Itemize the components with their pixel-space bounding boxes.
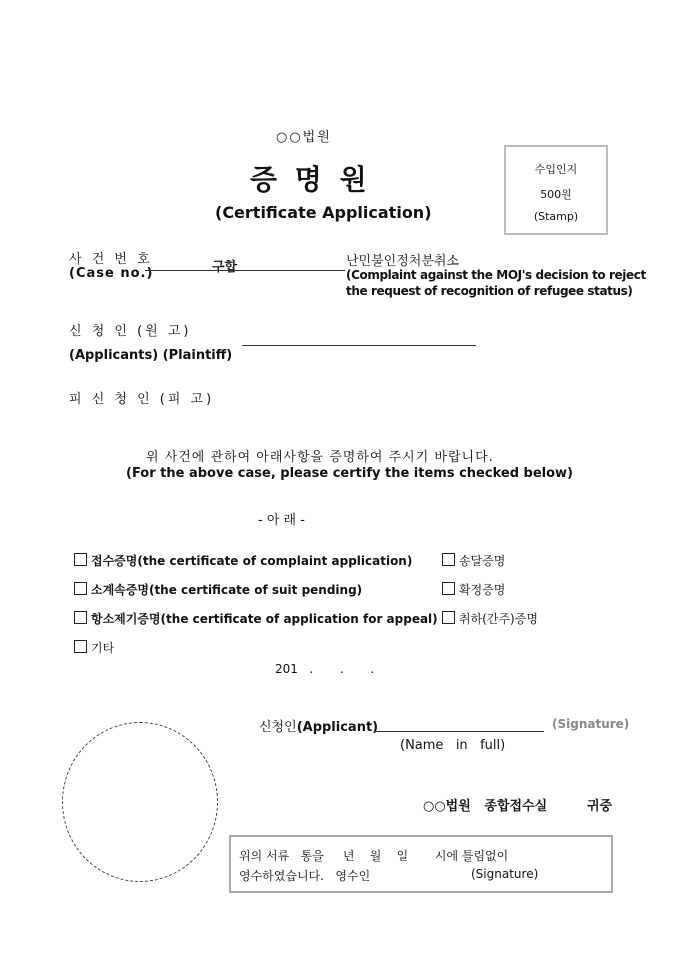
checkbox-receipt[interactable]: 접수증명(the certificate of complaint application) — [74, 552, 412, 569]
date-field: 201 . . . — [275, 662, 375, 676]
receipt-box — [229, 835, 613, 893]
stamp-line1: 수입인지 — [534, 163, 578, 176]
case-number-label: 사 건 번 호 — [69, 252, 153, 267]
checkbox-icon[interactable] — [74, 640, 87, 653]
applicant-label-en: (Applicants) (Plaintiff) — [69, 348, 233, 363]
checkbox-other[interactable]: 기타 — [74, 639, 114, 656]
page-title-en: (Certificate Application) — [215, 203, 432, 222]
checkbox-withdrawal[interactable]: 취하(간주)증명 — [442, 610, 538, 627]
checkbox-final[interactable]: 확정증명 — [442, 581, 505, 598]
respondent-label: 피 신 청 인 (피 고) — [69, 392, 215, 407]
case-name-en-1: (Complaint against the MOJ's decision to reject — [346, 268, 646, 282]
receipt-signature: (Signature) — [471, 867, 539, 881]
checkbox-icon[interactable] — [74, 611, 87, 624]
seal-circle — [62, 722, 218, 882]
checkbox-icon[interactable] — [74, 553, 87, 566]
signature-hint: (Signature) — [552, 717, 630, 731]
receipt-line1: 위의 서류 통을 년 월 일 시에 틀림없이 — [239, 849, 509, 863]
stamp-line3: (Stamp) — [533, 210, 579, 223]
applicant-line — [242, 345, 476, 346]
checkbox-appeal[interactable]: 항소제기증명(the certificate of application for appeal) — [74, 610, 438, 627]
request-text: 위 사건에 관하여 아래사항을 증명하여 주시기 바랍니다. — [146, 450, 494, 465]
below-heading: - 아 래 - — [258, 513, 305, 528]
revenue-stamp-box — [504, 145, 608, 235]
checkbox-suit-pending[interactable]: 소계속증명(the certificate of suit pending) — [74, 581, 362, 598]
case-name-en-2: the request of recognition of refugee status) — [346, 284, 633, 298]
checkbox-icon[interactable] — [442, 582, 455, 595]
page-title: 증 명 원 — [250, 163, 371, 196]
name-in-full: (Name in full) — [400, 738, 506, 753]
checkbox-service[interactable]: 송달증명 — [442, 552, 505, 569]
addressee-suffix: 귀중 — [587, 799, 613, 814]
case-name: 난민불인정처분취소 — [346, 254, 460, 269]
case-number-line — [145, 270, 345, 271]
case-number-label-en: (Case no.) — [69, 266, 154, 281]
checkbox-icon[interactable] — [442, 611, 455, 624]
checkbox-icon[interactable] — [442, 553, 455, 566]
checkbox-icon[interactable] — [74, 582, 87, 595]
signature-line — [376, 731, 544, 732]
signature-label: 신청인(Applicant) — [259, 720, 379, 735]
applicant-label: 신 청 인 (원 고) — [69, 324, 192, 339]
receipt-line2: 영수하였습니다. 영수인 — [239, 869, 371, 883]
request-text-en: (For the above case, please certify the items checked below) — [126, 466, 573, 481]
court-name: ○○법원 — [276, 130, 332, 145]
stamp-line2: 500원 — [540, 188, 572, 201]
case-number-value: 구합 — [212, 260, 238, 275]
addressee-court: ○○법원 종합접수실 — [423, 799, 548, 814]
